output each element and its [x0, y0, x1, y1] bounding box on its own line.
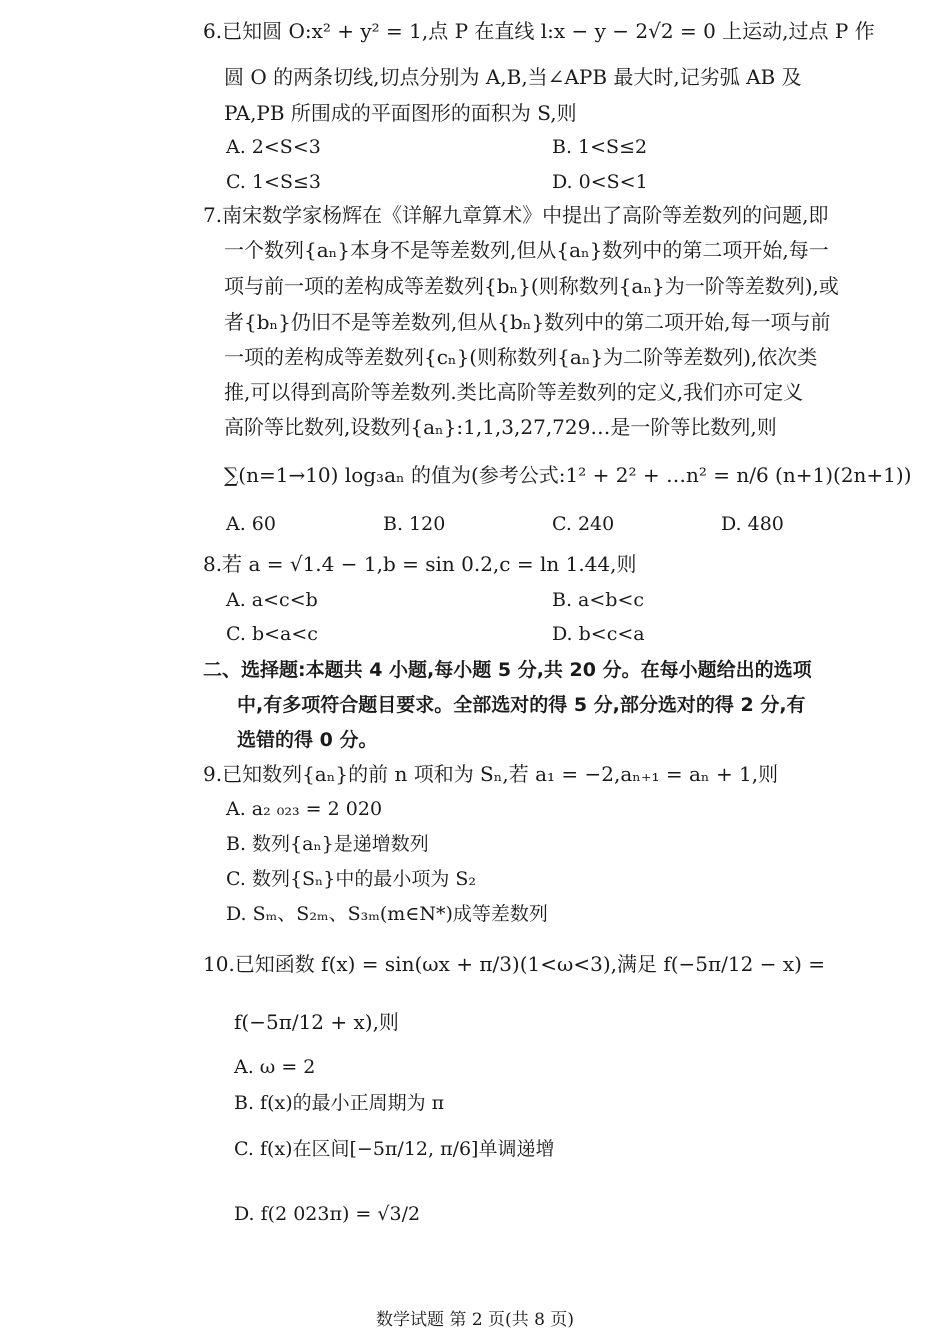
q7-option-b: B. 120: [383, 513, 446, 535]
q10-line-2: f(−5π/12 + x),则: [234, 1010, 399, 1034]
section2-line-3: 选错的得 0 分。: [237, 729, 378, 751]
q6-option-a: A. 2<S<3: [226, 136, 321, 158]
q10-option-d: D. f(2 023π) = √3/2: [234, 1203, 421, 1225]
q9-option-a: A. a₂ ₀₂₃ = 2 020: [226, 798, 383, 820]
q6-line-2: 圆 O 的两条切线,切点分别为 A,B,当∠APB 最大时,记劣弧 AB 及: [224, 65, 802, 89]
q7-line-7: 高阶等比数列,设数列{aₙ}:1,1,3,27,729…是一阶等比数列,则: [224, 415, 777, 439]
q9-line-1: 9.已知数列{aₙ}的前 n 项和为 Sₙ,若 a₁ = −2,aₙ₊₁ = aₙ + 1,则: [203, 762, 779, 786]
q6-line-3: PA,PB 所围成的平面图形的面积为 S,则: [224, 101, 577, 125]
q6-option-d: D. 0<S<1: [552, 171, 648, 193]
q7-line-6: 推,可以得到高阶等差数列.类比高阶等差数列的定义,我们亦可定义: [224, 380, 804, 404]
q6-option-b: B. 1<S≤2: [552, 136, 648, 158]
q8-option-d: D. b<c<a: [552, 623, 645, 645]
q10-option-a: A. ω = 2: [234, 1056, 316, 1078]
q7-line-4: 者{bₙ}仍旧不是等差数列,但从{bₙ}数列中的第二项开始,每一项与前: [224, 310, 831, 334]
q7-line-2: 一个数列{aₙ}本身不是等差数列,但从{aₙ}数列中的第二项开始,每一: [224, 238, 829, 262]
q9-option-d: D. Sₘ、S₂ₘ、S₃ₘ(m∈N*)成等差数列: [226, 903, 548, 925]
q10-option-c: C. f(x)在区间[−5π/12, π/6]单调递增: [234, 1138, 555, 1160]
q7-line-1: 7.南宋数学家杨辉在《详解九章算术》中提出了高阶等差数列的问题,即: [203, 203, 829, 227]
q8-option-b: B. a<b<c: [552, 589, 645, 611]
section2-line-2: 中,有多项符合题目要求。全部选对的得 5 分,部分选对的得 2 分,有: [237, 694, 806, 716]
q9-option-b: B. 数列{aₙ}是递增数列: [226, 833, 429, 855]
q7-line-3: 项与前一项的差构成等差数列{bₙ}(则称数列{aₙ}为一阶等差数列),或: [224, 274, 839, 298]
q8-option-a: A. a<c<b: [226, 589, 318, 611]
page-footer: 数学试题 第 2 页(共 8 页): [376, 1310, 574, 1330]
q10-option-b: B. f(x)的最小正周期为 π: [234, 1092, 445, 1114]
q8-line-1: 8.若 a = √1.4 − 1,b = sin 0.2,c = ln 1.44,则: [203, 552, 637, 576]
q7-option-c: C. 240: [552, 513, 615, 535]
q7-line-8-formula: ∑(n=1→10) log₃aₙ 的值为(参考公式:1² + 2² + …n² = n/6 (n+1)(2n+1)): [224, 463, 912, 487]
q9-option-c: C. 数列{Sₙ}中的最小项为 S₂: [226, 868, 477, 890]
q7-option-d: D. 480: [721, 513, 784, 535]
q8-option-c: C. b<a<c: [226, 623, 318, 645]
q6-option-c: C. 1<S≤3: [226, 171, 321, 193]
q7-line-5: 一项的差构成等差数列{cₙ}(则称数列{aₙ}为二阶等差数列),依次类: [224, 345, 818, 369]
q7-option-a: A. 60: [226, 513, 276, 535]
q10-line-1: 10.已知函数 f(x) = sin(ωx + π/3)(1<ω<3),满足 f(−5π/12 − x) =: [203, 952, 826, 976]
q6-line-1: 6.已知圆 O:x² + y² = 1,点 P 在直线 l:x − y − 2√2 = 0 上运动,过点 P 作: [203, 19, 875, 43]
section2-line-1: 二、选择题:本题共 4 小题,每小题 5 分,共 20 分。在每小题给出的选项: [203, 659, 812, 681]
